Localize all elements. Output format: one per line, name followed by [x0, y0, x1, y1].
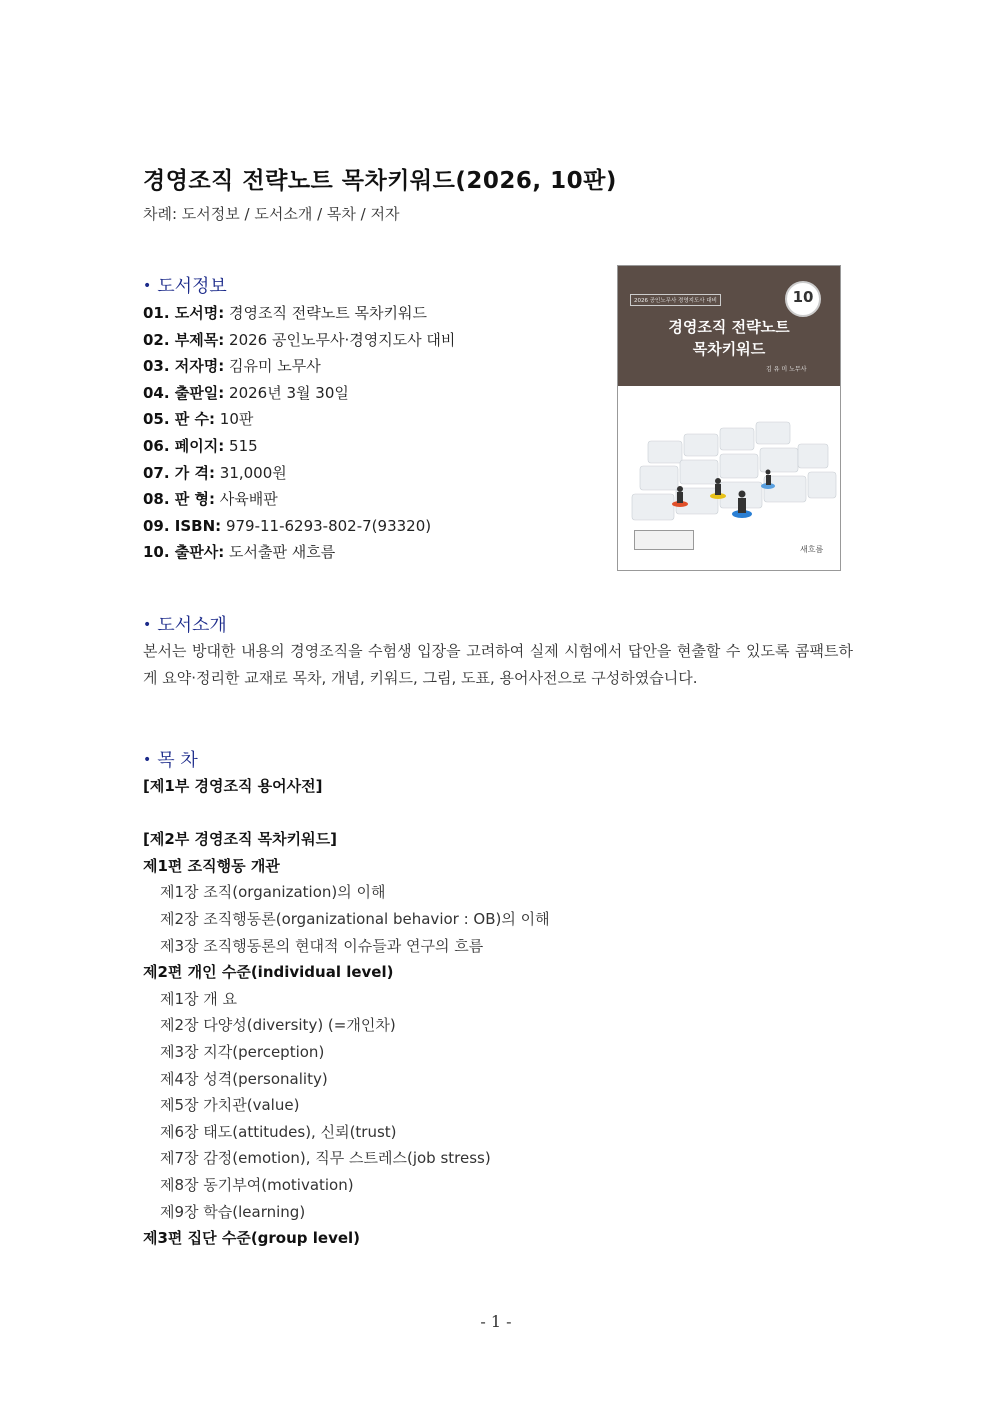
book-info-item [143, 300, 455, 327]
cover-author: 김 유 미 노무사 [766, 366, 807, 373]
toc-part: [제2부 경영조직 목차키워드] [143, 830, 337, 849]
book-info-value: 2026 공인노무사·경영지도사 대비 [229, 330, 456, 349]
book-info-item [143, 460, 455, 487]
section-heading-info [143, 272, 227, 298]
book-info-value: 515 [229, 436, 258, 455]
toc-chapter: 제4장 성격(personality) [160, 1069, 328, 1088]
book-info-value: 김유미 노무사 [229, 357, 321, 376]
toc-chapter: 제8장 동기부여(motivation) [160, 1175, 354, 1194]
toc-chapter: 제5장 가치관(value) [160, 1096, 300, 1115]
book-info-key: 08. 판 형: [143, 490, 215, 509]
toc-chapter: 제1장 개 요 [160, 989, 238, 1008]
toc-chapter: 제3장 조직행동론의 현대적 이슈들과 연구의 흐름 [160, 936, 484, 955]
toc-list [143, 773, 550, 1252]
toc-chapter: 제2장 조직행동론(organizational behavior : OB)의 이해 [160, 909, 550, 928]
cover-title-line2: 목차키워드 [692, 340, 766, 358]
toc-part: [제1부 경영조직 용어사전] [143, 777, 323, 795]
book-info-item [143, 380, 455, 407]
toc-chapter: 제9장 학습(learning) [160, 1202, 306, 1221]
section-heading-label: 도서소개 [157, 615, 227, 636]
page-number: - 1 - [480, 1312, 512, 1331]
book-info-value: 979-11-6293-802-7(93320) [225, 516, 432, 535]
bullet-icon: • [143, 752, 152, 768]
book-info-item [143, 406, 455, 433]
section-heading-toc [143, 746, 198, 772]
book-info-value: 사육배판 [219, 490, 278, 509]
book-info-key: 03. 저자명: [143, 357, 225, 376]
book-info-key: 09. ISBN: [143, 516, 222, 535]
cover-title-line1: 경영조직 전략노트 [668, 318, 790, 336]
book-info-item [143, 353, 455, 380]
book-info-value: 경영조직 전략노트 목차키워드 [229, 304, 427, 322]
book-info-key: 04. 출판일: [143, 383, 225, 402]
book-info-key: 05. 판 수: [143, 410, 215, 429]
book-info-key: 06. 페이지: [143, 436, 225, 455]
book-info-key: 07. 가 격: [143, 463, 215, 482]
book-info-item [143, 539, 455, 566]
book-info-value: 2026년 3월 30일 [229, 383, 349, 402]
book-info-key: 02. 부제목: [143, 330, 225, 349]
book-info-item [143, 433, 455, 460]
book-info-value: 31,000원 [219, 463, 287, 482]
book-cover [617, 265, 841, 571]
book-info-key: 10. 출판사: [143, 543, 225, 562]
section-heading-intro [143, 611, 227, 637]
book-info-item [143, 327, 455, 354]
cover-publisher: 새흐름 [800, 545, 824, 554]
edition-badge-text: 10 [792, 288, 814, 306]
toc-unit: 제3편 집단 수준(group level) [143, 1229, 361, 1248]
book-info-list [143, 300, 455, 566]
book-info-key: 01. 도서명: [143, 304, 225, 322]
bullet-icon: • [143, 617, 152, 633]
toc-chapter: 제1장 조직(organization)의 이해 [160, 883, 386, 902]
cover-sticker [634, 530, 694, 550]
page-title: 경영조직 전략노트 목차키워드(2026, 10판) [143, 168, 617, 194]
toc-chapter: 제3장 지각(perception) [160, 1042, 325, 1061]
bullet-icon: • [143, 278, 152, 294]
section-heading-label: 도서정보 [157, 276, 227, 297]
book-info-value: 도서출판 새흐름 [229, 543, 336, 562]
cover-tag: 2026 공인노무사 경영지도사 대비 [630, 294, 721, 306]
book-info-value: 10판 [219, 410, 254, 429]
book-info-item [143, 513, 455, 540]
toc-blank [143, 800, 550, 827]
edition-badge [785, 281, 821, 317]
intro-paragraph: 본서는 방대한 내용의 경영조직을 수험생 입장을 고려하여 실제 시험에서 답안을 현출할 수 있도록 콤팩트하게 요약·정리한 교재로 목차, 개념, 키워드, 그림, 도표, 용어사전으로 구성하였습니다. [143, 642, 853, 687]
book-info-item [143, 486, 455, 513]
toc-chapter: 제7장 감정(emotion), 직무 스트레스(job stress) [160, 1149, 491, 1168]
toc-chapter: 제2장 다양성(diversity) (=개인차) [160, 1016, 396, 1035]
toc-unit: 제1편 조직행동 개관 [143, 856, 280, 875]
toc-unit: 제2편 개인 수준(individual level) [143, 963, 394, 982]
toc-chapter: 제6장 태도(attitudes), 신뢰(trust) [160, 1122, 397, 1141]
section-heading-label: 목 차 [157, 750, 198, 771]
contents-line: 차례: 도서정보 / 도서소개 / 목차 / 저자 [143, 205, 400, 223]
